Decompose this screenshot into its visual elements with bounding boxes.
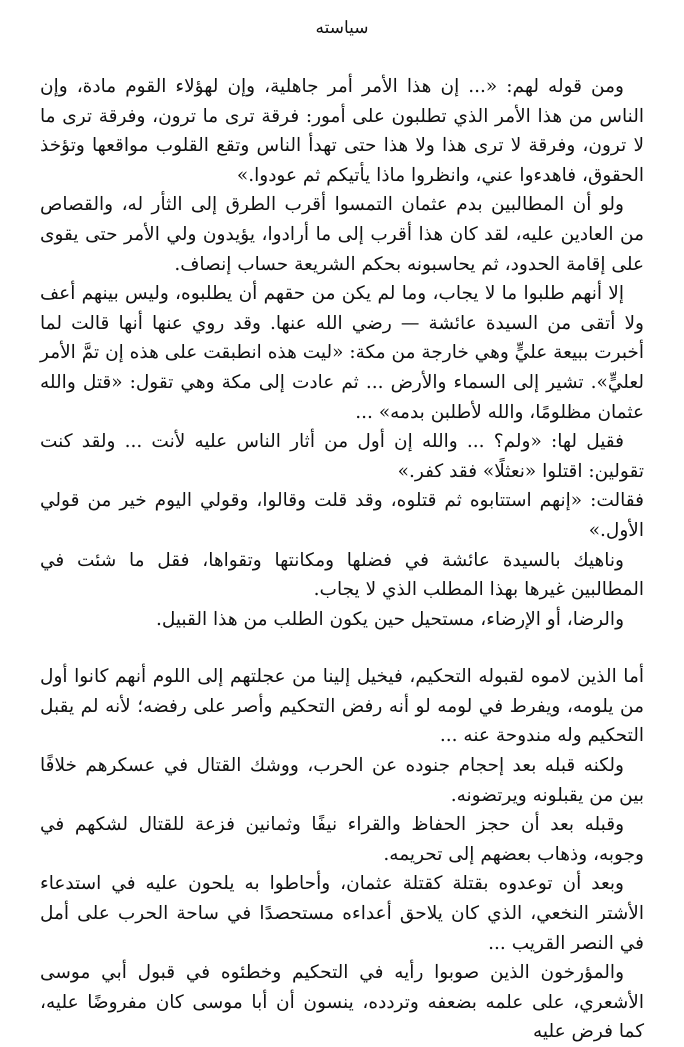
paragraph: إلا أنهم طلبوا ما لا يجاب، وما لم يكن من حقهم أن يطلبوه، وليس بينهم أعف ولا أتقى من السيدة عائشة — رضي الله عنها. وقد روي عنها أنها قالت لما أخبرت ببيعة عليٍّ وهي خارجة من مكة: «ليت هذه انطبقت على هذه إن تمَّ الأمر لعليٍّ». تشير إلى السماء والأرض ... ثم عادت إلى مكة وهي تقول: «قتل والله عثمان مظلومًا، والله لأطلبن بدمه» ... <box>40 283 644 423</box>
paragraph: والمؤرخون الذين صوبوا رأيه في التحكيم وخطئوه في قبول أبي موسى الأشعري، على علمه بضعفه وتردده، ينسون أن أبا موسى كان مفروضًا عليه، كما فرض عليه <box>40 962 644 1043</box>
paragraph: وناهيك بالسيدة عائشة في فضلها ومكانتها وتقواها، فقل ما شئت في المطالبين غيرها بهذا المطلب الذي لا يجاب. <box>40 549 644 601</box>
paragraph: فقيل لها: «ولم؟ ... والله إن أول من أثار الناس عليه لأنت ... ولقد كنت تقولين: اقتلوا «نعثلًا» فقد كفر.» <box>40 431 644 482</box>
paragraph: فقالت: «إنهم استتابوه ثم قتلوه، وقد قلت وقالوا، وقولي اليوم خير من قولي الأول.» <box>40 490 644 541</box>
paragraph: والرضا، أو الإرضاء، مستحيل حين يكون الطلب من هذا القبيل. <box>155 608 624 630</box>
paragraph: وقبله بعد أن حجز الحفاظ والقراء نيفًا وثمانين فزعة للقتال لشكهم في وجوبه، وذهاب بعضهم إلى تحريمه. <box>40 814 644 865</box>
paragraph: ولو أن المطالبين بدم عثمان التمسوا أقرب الطرق إلى الثأر له، والقصاص من العادين عليه، لقد كان هذا أقرب إلى ما أرادوا، يؤيدون ولي الأمر حتى يقوى على إقامة الحدود، ثم يحاسبونه بحكم الشريعة حساب إنصاف. <box>40 194 644 275</box>
section-gap <box>40 634 644 662</box>
running-head: سياسته <box>315 18 369 38</box>
paragraph: ولكنه قبله بعد إحجام جنوده عن الحرب، ووشك القتال في عسكرهم خلافًا بين من يقبلونه ويرتضونه. <box>40 755 644 806</box>
paragraph: وبعد أن توعدوه بقتلة كقتلة عثمان، وأحاطوا به يلحون عليه في استدعاء الأشتر النخعي، الذي كان يلاحق أعداءه مستحصدًا في ساحة الحرب على أمل في النصر القريب ... <box>40 873 644 954</box>
body-text <box>40 72 644 1047</box>
paragraph: أما الذين لاموه لقبوله التحكيم، فيخيل إلينا من عجلتهم إلى اللوم أنهم كانوا أول من يلومه، ويفرط في لومه لو أنه رفض التحكيم وأصر على رفضه؛ لأنه لم يقبل التحكيم وله مندوحة عنه ... <box>40 666 644 747</box>
paragraph: ومن قوله لهم: «... إن هذا الأمر أمر جاهلية، وإن لهؤلاء القوم مادة، وإن الناس من هذا الأمر الذي تطلبون على أمور: فرقة ترى ما ترون، وفرقة ترى ما لا ترون، وفرقة لا ترى هذا ولا هذا حتى تهدأ الناس وتقع القلوب مواقعها وتؤخذ الحقوق، فاهدءوا عني، وانظروا ماذا يأتيكم ثم عودوا.» <box>40 76 644 186</box>
